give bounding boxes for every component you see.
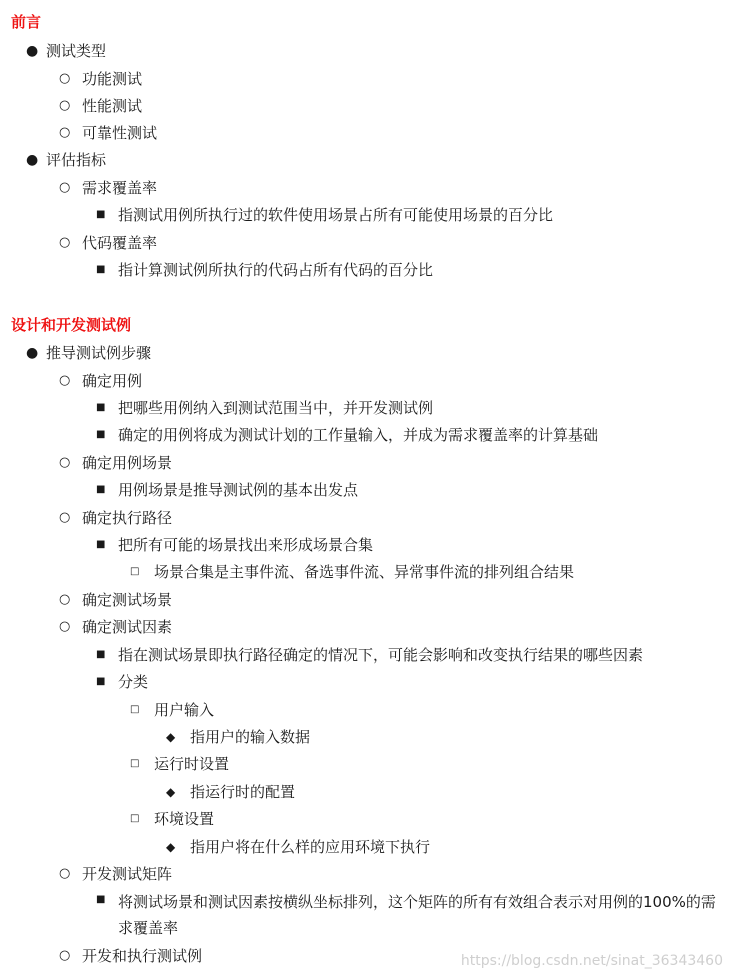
bullet-diamond-icon: ◆ (166, 730, 176, 744)
list-item (26, 40, 106, 62)
list-item-text: 用户输入 (154, 701, 215, 719)
bullet-hollow-square-icon: □ (130, 566, 140, 577)
list-item (59, 122, 157, 144)
list-item-text: 评估指标 (46, 151, 107, 169)
list-item (130, 699, 214, 721)
list-item (96, 644, 643, 666)
bullet-circle-icon: ○ (59, 866, 71, 881)
bullet-circle-icon: ○ (59, 619, 71, 634)
section-heading-design: 设计和开发测试例 (11, 316, 132, 334)
bullet-circle-icon: ○ (59, 98, 71, 113)
list-item (96, 397, 433, 419)
list-item-text: 指运行时的配置 (190, 783, 296, 801)
bullet-circle-icon: ○ (59, 592, 71, 607)
list-item-text: 推导测试例步骤 (46, 344, 152, 362)
list-item (130, 561, 574, 583)
list-item-text: 环境设置 (154, 810, 215, 828)
bullet-square-icon: ■ (96, 676, 106, 687)
list-item-text: 把哪些用例纳入到测试范围当中，并开发测试例 (118, 399, 434, 417)
bullet-disc-icon: ● (26, 345, 39, 361)
list-item (59, 232, 157, 254)
bullet-square-icon: ■ (96, 209, 106, 220)
list-item (59, 452, 172, 474)
bullet-square-icon: ■ (96, 484, 106, 495)
list-item-text: 指计算测试例所执行的代码占所有代码的百分比 (118, 261, 434, 279)
bullet-square-icon: ■ (96, 402, 106, 413)
bullet-hollow-square-icon: □ (130, 758, 140, 769)
list-item-text: 开发测试矩阵 (82, 865, 173, 883)
list-item (59, 95, 142, 117)
list-item (59, 68, 142, 90)
bullet-square-icon: ■ (96, 894, 106, 905)
list-item (96, 259, 433, 281)
list-item (26, 342, 151, 364)
list-item-text: 确定测试因素 (82, 618, 173, 636)
list-item-text: 确定执行路径 (82, 509, 173, 527)
list-item (26, 149, 106, 171)
list-item-text: 指在测试场景即执行路径确定的情况下，可能会影响和改变执行结果的哪些因素 (118, 646, 644, 664)
list-item (96, 479, 358, 501)
list-item (59, 863, 172, 885)
bullet-square-icon: ■ (96, 264, 106, 275)
list-item-text: 可靠性测试 (82, 124, 158, 142)
list-item-text: 将测试场景和测试因素按横纵坐标排列，这个矩阵的所有有效组合表示对用例的100%的需求覆盖率 (118, 893, 716, 937)
list-item (130, 808, 214, 830)
bullet-circle-icon: ○ (59, 125, 71, 140)
list-item-text: 需求覆盖率 (82, 179, 158, 197)
bullet-diamond-icon: ◆ (166, 840, 176, 854)
bullet-hollow-square-icon: □ (130, 704, 140, 715)
list-item-text: 把所有可能的场景找出来形成场景合集 (118, 536, 374, 554)
bullet-disc-icon: ● (26, 43, 39, 59)
bullet-circle-icon: ○ (59, 510, 71, 525)
list-item-text: 确定的用例将成为测试计划的工作量输入，并成为需求覆盖率的计算基础 (118, 426, 599, 444)
section-heading-preface: 前言 (11, 13, 42, 31)
list-item-text: 代码覆盖率 (82, 234, 158, 252)
bullet-circle-icon: ○ (59, 71, 71, 86)
list-item (59, 616, 172, 638)
bullet-square-icon: ■ (96, 429, 106, 440)
bullet-hollow-square-icon: □ (130, 813, 140, 824)
list-item (96, 534, 373, 556)
list-item (166, 726, 310, 748)
list-item (59, 370, 142, 392)
list-item-text: 场景合集是主事件流、备选事件流、异常事件流的排列组合结果 (154, 563, 575, 581)
list-item-text: 指用户将在什么样的应用环境下执行 (190, 838, 431, 856)
list-item (59, 507, 172, 529)
bullet-circle-icon: ○ (59, 455, 71, 470)
list-item (166, 836, 430, 858)
list-item (96, 204, 553, 226)
list-item-text: 运行时设置 (154, 755, 230, 773)
list-item-text: 确定用例场景 (82, 454, 173, 472)
list-item-text: 指用户的输入数据 (190, 728, 311, 746)
bullet-square-icon: ■ (96, 539, 106, 550)
list-item-text: 确定用例 (82, 372, 143, 390)
list-item (96, 424, 598, 446)
bullet-circle-icon: ○ (59, 948, 71, 963)
bullet-circle-icon: ○ (59, 373, 71, 388)
bullet-disc-icon: ● (26, 152, 39, 168)
list-item-text: 功能测试 (82, 70, 143, 88)
bullet-circle-icon: ○ (59, 235, 71, 250)
watermark: https://blog.csdn.net/sinat_36343460 (460, 953, 723, 969)
bullet-square-icon: ■ (96, 649, 106, 660)
list-item (59, 177, 157, 199)
list-item-text: 性能测试 (82, 97, 143, 115)
list-item-text: 用例场景是推导测试例的基本出发点 (118, 481, 359, 499)
list-item-text: 确定测试场景 (82, 591, 173, 609)
list-item (96, 671, 148, 693)
list-item-text: 测试类型 (46, 42, 107, 60)
list-item (130, 753, 229, 775)
list-item (59, 589, 172, 611)
list-item (96, 889, 723, 941)
list-item-text: 指测试用例所执行过的软件使用场景占所有可能使用场景的百分比 (118, 206, 554, 224)
bullet-circle-icon: ○ (59, 180, 71, 195)
list-item-text: 分类 (118, 673, 149, 691)
list-item (166, 781, 295, 803)
bullet-diamond-icon: ◆ (166, 785, 176, 799)
list-item-text: 开发和执行测试例 (82, 947, 203, 965)
list-item (59, 945, 202, 967)
